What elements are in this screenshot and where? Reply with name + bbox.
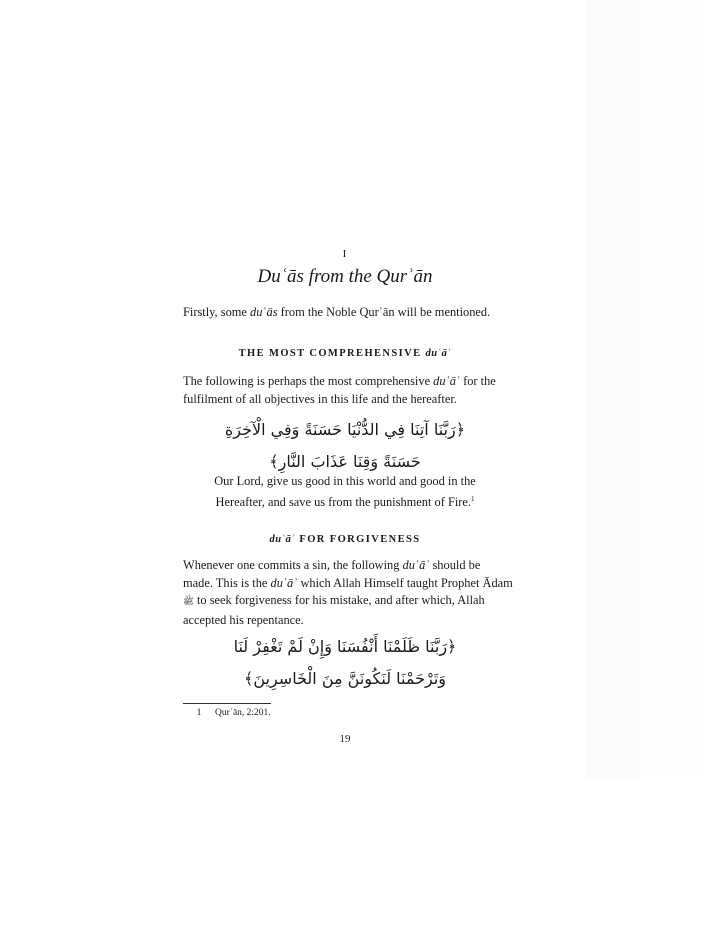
footnote-reference[interactable]: 1 — [471, 494, 475, 503]
section1-text-end: for the fulfilment of all objectives in this life and the hereafter. — [183, 374, 496, 406]
page-bottom-area — [0, 778, 720, 934]
page-edge-shade — [586, 0, 720, 778]
verse-translation — [205, 473, 485, 511]
section1-paragraph — [183, 373, 513, 408]
intro-text: Firstly, some — [183, 305, 251, 319]
arabic-verse-line: ﴿رَبَّنَا آتِنَا فِي الدُّنْيَا حَسَنَةً وَفِي الْآخِرَةِ — [224, 420, 466, 439]
section2-term: duʿāʾ — [402, 558, 430, 572]
chapter-title: Duʿās from the Qurʾān — [257, 266, 433, 287]
page-number: 19 — [339, 733, 351, 745]
arabic-verse-line: وَتَرْحَمْنَا لَنَكُونَنَّ مِنَ الْخَاسِرِينَ﴾ — [243, 669, 447, 688]
section-heading-comprehensive — [0, 348, 690, 359]
section2-paragraph — [183, 557, 513, 629]
arabic-verse-line: ﴿رَبَّنَا ظَلَمْنَا أَنْفُسَنَا وَإِنْ لَمْ تَغْفِرْ لَنَا — [233, 637, 457, 656]
arabic-verse-2 — [215, 631, 475, 695]
section2-text: to seek forgiveness for his mistake, and after which, Allah accepted his repentance. — [183, 593, 485, 627]
arabic-verse-line: حَسَنَةً وَقِنَا عَذَابَ النَّارِ﴾ — [269, 452, 421, 471]
footnote-text: Qurʾān, 2:201. — [215, 708, 271, 718]
footnote — [183, 708, 271, 718]
section-heading-forgiveness — [0, 534, 690, 545]
section-heading-text: THE MOST COMPREHENSIVE — [238, 348, 426, 359]
arabic-verse-1 — [215, 414, 475, 478]
intro-paragraph — [183, 304, 513, 322]
section-heading-term: duʿāʾ — [269, 534, 296, 545]
section2-text: which Allah Himself taught Prophet Ādam — [297, 575, 513, 590]
section2-text: should be made. This is the — [183, 558, 481, 590]
section1-term: duʿāʾ — [433, 374, 461, 388]
footnote-divider — [183, 703, 271, 704]
section1-text: The following is perhaps the most comprehensive — [183, 374, 434, 388]
section2-text: Whenever one commits a sin, the following — [183, 558, 403, 572]
footnote-number: 1 — [196, 708, 202, 718]
translation-text: Our Lord, give us good in this world and good in the Hereafter, and save us from the punishment of Fire. — [214, 474, 476, 509]
section-heading-text: FOR FORGIVENESS — [295, 534, 421, 545]
section-heading-term: duʿāʾ — [425, 348, 452, 359]
intro-text-end: from the Noble Qurʾān will be mentioned. — [277, 305, 491, 319]
section2-term: duʿāʾ — [270, 575, 298, 590]
honorific-symbol: ﷺ — [183, 597, 194, 607]
chapter-number: I — [342, 248, 348, 260]
intro-term: duʿās — [250, 305, 278, 319]
